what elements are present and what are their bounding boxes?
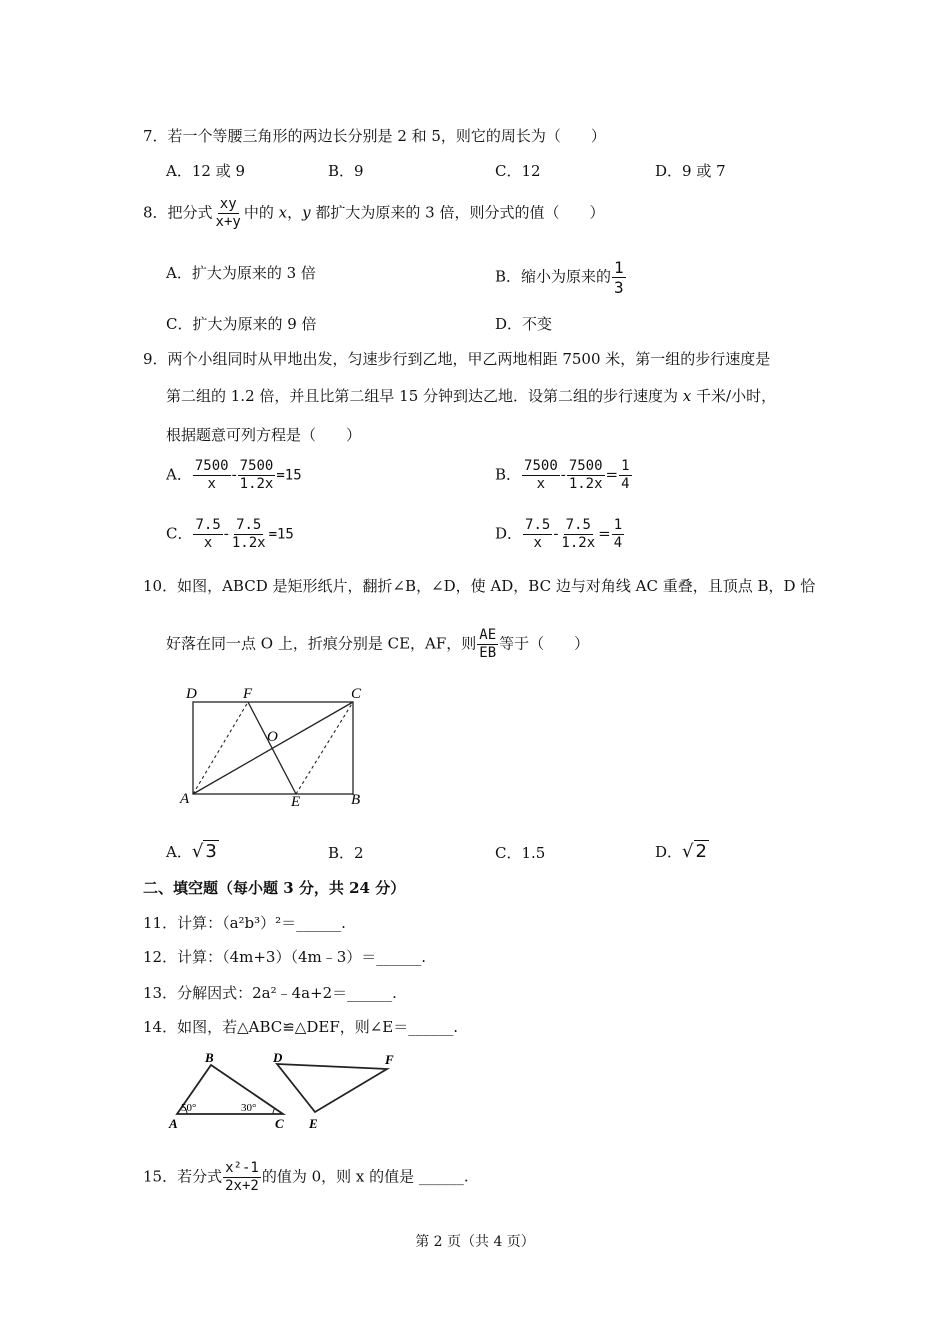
q9-a-d1: x <box>207 476 216 492</box>
q9-a-frac2 <box>238 458 276 493</box>
q15-frac-den: 2x+2 <box>225 1178 259 1194</box>
q9-d-frac3 <box>612 517 624 552</box>
q10-option-c: C．1.5 <box>495 844 546 862</box>
q8-fraction <box>214 196 243 231</box>
q9-b-n2: 7500 <box>568 458 603 474</box>
q14: 14．如图，若△ABC≌△DEF，则∠E＝______. <box>143 1018 459 1036</box>
q9-d-minus: - <box>553 524 559 543</box>
q10-line1: 10．如图，ABCD 是矩形纸片，翻折∠B，∠D，使 AD，BC 边与对角线 AC 重叠，且顶点 B，D 恰 <box>143 577 816 595</box>
q10-option-a <box>166 840 219 862</box>
q9-c-minus: - <box>223 524 229 543</box>
diagonal-ac <box>193 702 353 794</box>
q9-c-d1: x <box>203 535 213 551</box>
q7-option-b: B．9 <box>328 162 364 180</box>
q9-c-n2: 7.5 <box>236 517 262 533</box>
q8-option-b <box>495 258 627 297</box>
q8-option-c: C．扩大为原来的 9 倍 <box>166 315 317 333</box>
q9-d-rn: 1 <box>613 517 623 533</box>
q9-b-frac3 <box>619 458 631 493</box>
q9-a-frac1 <box>193 458 231 493</box>
q8-option-a: A．扩大为原来的 3 倍 <box>166 264 316 282</box>
q9-b-minus: - <box>560 465 566 484</box>
q10-option-b: B．2 <box>328 844 364 862</box>
q10-a-sqrt: √ 3 <box>191 841 217 862</box>
q9-d-frac2 <box>559 517 597 552</box>
q8-stem-post: 都扩大为原来的 3 倍，则分式的值（ ） <box>310 203 605 222</box>
tri-label-d: D <box>273 1050 283 1065</box>
q9-b-d1: x <box>536 476 546 492</box>
q10-frac-den: EB <box>479 645 497 661</box>
q8-option-b-text: B．缩小为原来的 <box>495 267 612 286</box>
q9-line2 <box>166 385 776 406</box>
q9-d-rd: 4 <box>613 535 623 551</box>
label-e: E <box>291 794 301 810</box>
label-f: F <box>243 686 253 702</box>
q8-b-den: 3 <box>614 278 624 297</box>
q9-option-b <box>495 458 633 493</box>
q7-option-a: A．12 或 9 <box>166 162 245 180</box>
q9-a-minus: - <box>231 465 237 484</box>
q9-a-n2: 7500 <box>239 458 274 474</box>
q8-frac-num: xy <box>219 196 237 212</box>
page-footer: 第 2 页（共 4 页） <box>415 1234 535 1250</box>
angle-c-arc <box>273 1108 275 1114</box>
q9-b-rd: 4 <box>621 476 630 492</box>
label-b: B <box>351 792 361 808</box>
q11: 11．计算：（a²b³）²＝______. <box>143 914 346 932</box>
q10-d-label: D． <box>655 843 683 861</box>
q9-option-a <box>166 458 302 493</box>
q9-c-frac1 <box>193 517 222 552</box>
q9-option-d <box>495 517 625 552</box>
q9-b-frac1 <box>522 458 560 493</box>
label-o: O <box>267 729 278 745</box>
q14-figure <box>165 1050 405 1132</box>
q8-var-x: x <box>278 203 288 222</box>
q9-a-rhs: =15 <box>276 467 302 484</box>
label-c: C <box>351 686 362 702</box>
q9-b-eq: = <box>605 465 619 484</box>
q13: 13．分解因式：2a²﹣4a+2＝______. <box>143 984 397 1002</box>
q10-d-radicand: 2 <box>695 841 707 862</box>
tri-label-b: B <box>205 1050 214 1065</box>
q9-a-d2: 1.2x <box>239 476 274 492</box>
q9-d-eq: = <box>598 524 611 543</box>
q8-var-y: y <box>302 203 311 222</box>
q9-line1: 9．两个小组同时从甲地出发，匀速步行到乙地，甲乙两地相距 7500 米，第一组的步行速度是 <box>143 350 771 368</box>
q7-stem: 7．若一个等腰三角形的两边长分别是 2 和 5，则它的周长为（ ） <box>143 127 606 145</box>
q10-option-d <box>655 840 709 862</box>
q10-fraction <box>477 627 498 662</box>
q10-line2 <box>166 627 589 662</box>
tri-label-e: E <box>309 1116 318 1131</box>
q9-b-rn: 1 <box>621 458 630 474</box>
q7-option-d: D．9 或 7 <box>655 162 726 180</box>
angle-a-value: 50° <box>181 1102 197 1114</box>
q9-c-d2: 1.2x <box>231 535 266 551</box>
q9-b-frac2 <box>567 458 605 493</box>
section2-title: 二、填空题（每小题 3 分，共 24 分） <box>143 879 406 897</box>
q9-c-label: C． <box>166 524 193 543</box>
q10-line2-pre: 好落在同一点 O 上，折痕分别是 CE，AF，则 <box>166 634 477 653</box>
q9-b-n1: 7500 <box>524 458 558 474</box>
q15-post: 的值为 0，则 x 的值是 ______. <box>261 1167 469 1186</box>
q8-option-d: D．不变 <box>495 315 553 333</box>
tri-label-a: A <box>169 1116 178 1131</box>
q9-d-frac1 <box>523 517 552 552</box>
q10-line2-post: 等于（ ） <box>499 634 590 653</box>
q8-frac-den: x+y <box>215 214 241 230</box>
q12: 12．计算：（4m+3）（4m﹣3）＝______. <box>143 948 427 966</box>
label-a: A <box>180 791 190 807</box>
q10-figure <box>178 684 378 814</box>
q8-option-b-fraction <box>612 258 626 297</box>
q9-line3: 根据题意可列方程是（ ） <box>166 426 362 444</box>
q15-pre: 15．若分式 <box>143 1167 223 1186</box>
q15-frac-num: x²-1 <box>225 1160 259 1176</box>
q8-stem-mid: 中的 <box>243 203 279 222</box>
q9-c-n1: 7.5 <box>195 517 221 533</box>
q9-b-d2: 1.2x <box>568 476 603 492</box>
tri-label-f: F <box>385 1052 394 1067</box>
label-d: D <box>186 686 197 702</box>
q9-a-n1: 7500 <box>194 458 229 474</box>
q10-frac-num: AE <box>479 627 497 643</box>
q10-a-radicand: 3 <box>205 841 217 862</box>
q8-stem <box>143 196 604 231</box>
q9-d-n1: 7.5 <box>525 517 551 533</box>
q9-var-x: x <box>682 387 692 405</box>
q10-a-label: A． <box>166 843 192 861</box>
q9-a-label: A． <box>166 465 192 484</box>
q7-option-c: C．12 <box>495 162 541 180</box>
q8-b-num: 1 <box>614 258 624 277</box>
angle-c-value: 30° <box>241 1102 257 1114</box>
q8-stem-pre: 8．把分式 <box>143 203 213 222</box>
segment-fe <box>248 702 296 794</box>
fold-ce <box>296 702 353 794</box>
q9-d-d1: x <box>533 535 542 551</box>
q9-c-frac2 <box>230 517 268 552</box>
q15-fraction <box>223 1160 261 1195</box>
q9-option-c <box>166 517 294 552</box>
q9-b-label: B． <box>495 465 522 484</box>
tri-label-c: C <box>275 1116 284 1131</box>
q8-comma: ， <box>287 203 303 222</box>
q9-line2-post: 千米/小时， <box>691 387 777 405</box>
q9-d-label: D． <box>495 524 523 543</box>
q10-d-sqrt: √ 2 <box>682 841 707 862</box>
triangle-def <box>277 1064 387 1112</box>
q9-c-rhs: =15 <box>268 526 294 543</box>
fold-af <box>193 702 248 794</box>
q15 <box>143 1160 469 1195</box>
q9-line2-pre: 第二组的 1.2 倍，并且比第二组早 15 分钟到达乙地．设第二组的步行速度为 <box>166 387 683 405</box>
q9-d-n2: 7.5 <box>565 517 591 533</box>
q9-d-d2: 1.2x <box>561 535 596 551</box>
